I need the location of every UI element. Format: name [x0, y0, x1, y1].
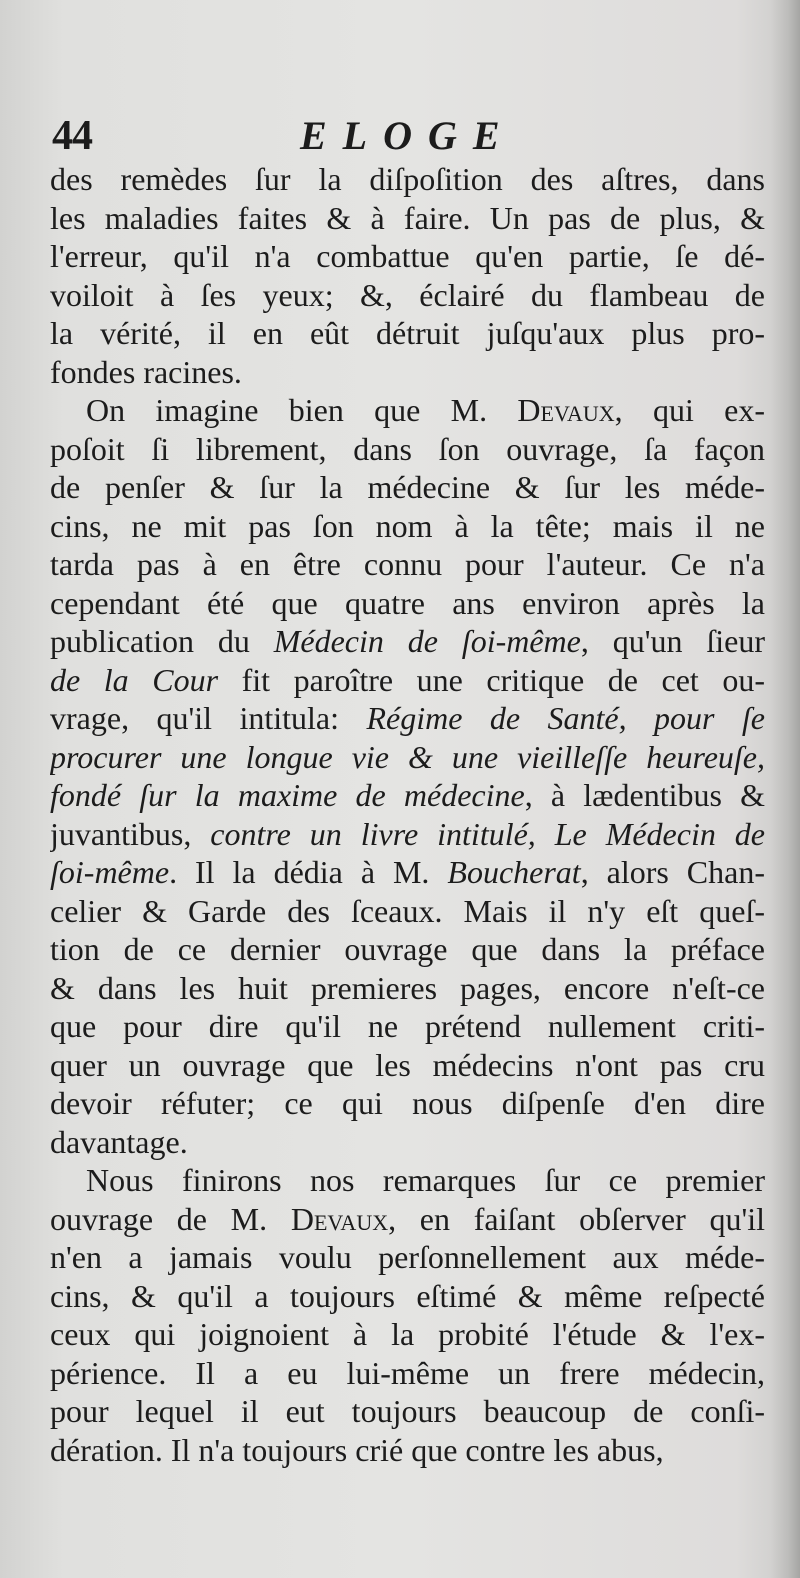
text-segment: , alors Chan-: [580, 854, 765, 890]
text-line: [50, 507, 765, 546]
text-line: [50, 1431, 765, 1470]
text-segment: Boucherat: [447, 854, 581, 890]
text-segment: que pour dire qu'il ne prétend nullement criti-: [50, 1008, 765, 1044]
text-line: [50, 468, 765, 507]
text-line: [50, 276, 765, 315]
text-segment: Nous finirons nos remarques ſur ce premier: [86, 1162, 765, 1198]
text-segment: juvantibus,: [50, 815, 211, 852]
text-line: [50, 853, 765, 892]
text-line: [50, 430, 765, 469]
text-line: [50, 1161, 765, 1200]
text-line: [50, 1200, 765, 1239]
text-line: [50, 738, 765, 777]
text-segment: & dans les huit premieres pages, encore n'eſt-ce: [50, 969, 765, 1006]
text-line: [50, 237, 765, 276]
text-line: [50, 1007, 765, 1046]
text-line: [50, 1123, 765, 1162]
text-line: [50, 391, 765, 430]
text-line: [50, 353, 765, 392]
text-segment: Devaux: [517, 392, 615, 428]
text-segment: des remèdes ſur la diſpoſition des aſtres, dans: [50, 161, 765, 197]
text-segment: publication du: [50, 623, 274, 659]
text-segment: , qu'un ſieur: [580, 623, 765, 659]
text-segment: tarda pas à en être connu pour l'auteur. Ce n'a: [50, 546, 765, 582]
text-segment: voiloit à ſes yeux; &, éclairé du flambeau de: [50, 276, 765, 313]
text-segment: fondes racines.: [50, 353, 242, 390]
text-segment: pour lequel il eut toujours beaucoup de conſi-: [50, 1393, 765, 1429]
text-line: [50, 1315, 765, 1354]
text-line: [50, 892, 765, 931]
text-line: [50, 622, 765, 661]
text-segment: ſoi-même: [50, 854, 170, 890]
text-line: [50, 1277, 765, 1316]
text-segment: la vérité, il en eût détruit juſqu'aux plus pro-: [50, 315, 765, 351]
text-segment: , à lædentibus &: [524, 777, 765, 813]
header-title: ELOGE: [300, 113, 516, 158]
page-number: 44: [52, 113, 92, 159]
text-segment: devoir réfuter; ce qui nous diſpenſe d'en dire: [50, 1085, 765, 1121]
text-segment: procurer une longue vie & une vieilleſſe heureuſe,: [50, 738, 765, 775]
text-segment: cins, & qu'il a toujours eſtimé & même reſpecté: [50, 1277, 765, 1314]
text-line: [50, 1392, 765, 1431]
text-segment: périence. Il a eu lui-même un frere médecin,: [50, 1354, 765, 1391]
text-line: [50, 1084, 765, 1123]
text-segment: ceux qui joignoient à la probité l'étude & l'ex-: [50, 1316, 765, 1352]
text-segment: , en faiſant obſerver qu'il: [388, 1200, 765, 1237]
running-head: [52, 112, 752, 162]
text-segment: Devaux: [290, 1200, 389, 1237]
text-segment: de la Cour: [50, 661, 219, 698]
text-line: [50, 199, 765, 238]
text-line: [50, 699, 765, 738]
text-segment: On imagine bien que M.: [86, 392, 518, 428]
text-line: [50, 930, 765, 969]
text-segment: les maladies faites & à faire. Un pas de plus, &: [50, 199, 765, 236]
text-segment: ouvrage de M.: [50, 1200, 291, 1237]
text-line: [50, 545, 765, 584]
text-line: [50, 1238, 765, 1277]
text-segment: dération. Il n'a toujours crié que contre les abus,: [50, 1431, 664, 1468]
text-segment: Régime de Santé, pour ſe: [366, 700, 765, 736]
text-segment: l'erreur, qu'il n'a combattue qu'en partie, ſe dé-: [50, 238, 765, 274]
text-segment: de penſer & ſur la médecine & ſur les méde-: [50, 469, 765, 505]
text-segment: fit paroître une critique de cet ou-: [218, 661, 765, 698]
text-segment: , qui ex-: [614, 392, 765, 428]
text-line: [50, 969, 765, 1008]
text-segment: cins, ne mit pas ſon nom à la tête; mais il ne: [50, 507, 765, 544]
text-segment: contre un livre intitulé, Le Médecin de: [210, 815, 765, 852]
text-segment: n'en a jamais voulu perſonnellement aux méde-: [50, 1239, 765, 1275]
text-segment: davantage.: [50, 1123, 188, 1160]
text-segment: quer un ouvrage que les médecins n'ont pas cru: [50, 1046, 765, 1083]
page-edge-shadow: [770, 0, 800, 1578]
text-segment: tion de ce dernier ouvrage que dans la préface: [50, 931, 765, 967]
text-segment: . Il la dédia à M.: [169, 854, 448, 890]
text-line: [50, 584, 765, 623]
text-segment: Médecin de ſoi-même: [273, 623, 581, 659]
text-segment: cependant été que quatre ans environ après la: [50, 584, 765, 621]
text-line: [50, 815, 765, 854]
text-line: [50, 160, 765, 199]
text-segment: fondé ſur la maxime de médecine: [50, 777, 525, 813]
text-line: [50, 1046, 765, 1085]
body-text: [50, 160, 765, 1469]
text-line: [50, 661, 765, 700]
text-line: [50, 314, 765, 353]
text-line: [50, 1354, 765, 1393]
text-segment: vrage, qu'il intitula:: [50, 700, 367, 736]
text-line: [50, 776, 765, 815]
text-segment: poſoit ſi librement, dans ſon ouvrage, ſa façon: [50, 430, 765, 467]
text-segment: celier & Garde des ſceaux. Mais il n'y eſt queſ-: [50, 892, 765, 929]
